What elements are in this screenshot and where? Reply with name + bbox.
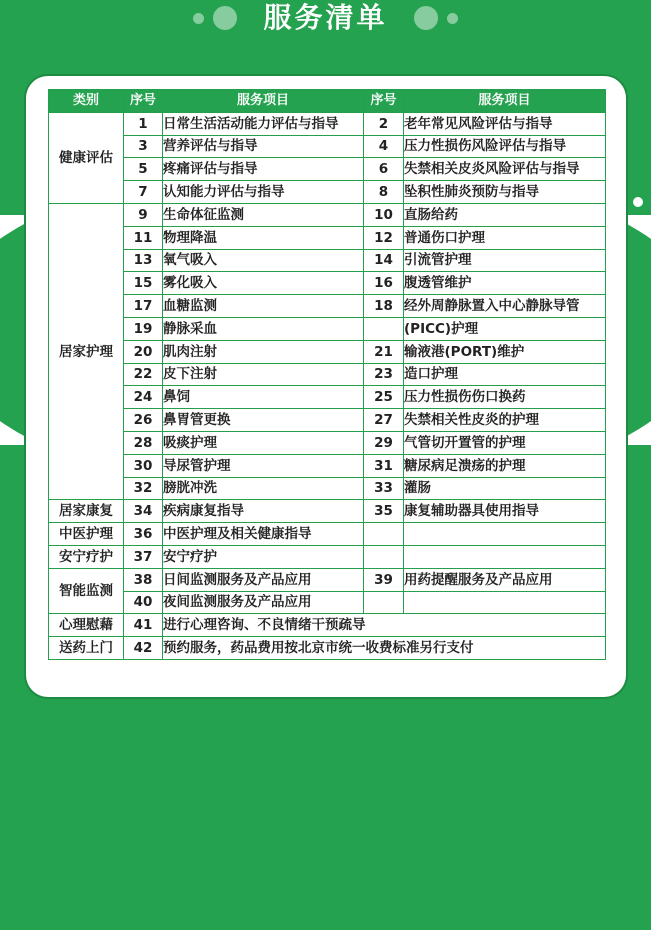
table-row <box>49 249 606 272</box>
table-row <box>49 135 606 158</box>
table-row <box>49 317 606 340</box>
number-cell <box>364 317 404 340</box>
item-cell: 中医护理及相关健康指导 <box>163 523 364 546</box>
number-cell: 26 <box>124 409 163 432</box>
number-cell: 35 <box>364 500 404 523</box>
item-cell: 造口护理 <box>404 363 606 386</box>
number-cell: 24 <box>124 386 163 409</box>
column-header-number: 序号 <box>364 90 404 113</box>
number-cell: 4 <box>364 135 404 158</box>
number-cell: 33 <box>364 477 404 500</box>
item-cell: 肌肉注射 <box>163 340 364 363</box>
number-cell: 17 <box>124 295 163 318</box>
item-cell: 失禁相关皮炎风险评估与指导 <box>404 158 606 181</box>
item-cell: 引流管护理 <box>404 249 606 272</box>
table-row <box>49 363 606 386</box>
table-row <box>49 295 606 318</box>
number-cell: 32 <box>124 477 163 500</box>
table-row <box>49 272 606 295</box>
item-cell: 鼻胃管更换 <box>163 409 364 432</box>
table-row <box>49 591 606 614</box>
number-cell <box>364 523 404 546</box>
item-cell: 坠积性肺炎预防与指导 <box>404 181 606 204</box>
table-row <box>49 454 606 477</box>
item-cell: 经外周静脉置入中心静脉导管 <box>404 295 606 318</box>
number-cell: 38 <box>124 568 163 591</box>
table-row <box>49 409 606 432</box>
number-cell: 19 <box>124 317 163 340</box>
decorative-dot <box>414 6 438 30</box>
number-cell: 8 <box>364 181 404 204</box>
number-cell: 6 <box>364 158 404 181</box>
decorative-dot <box>447 13 458 24</box>
table-row <box>49 637 606 660</box>
number-cell: 18 <box>364 295 404 318</box>
number-cell: 23 <box>364 363 404 386</box>
item-cell: 直肠给药 <box>404 203 606 226</box>
item-cell: 灌肠 <box>404 477 606 500</box>
item-cell <box>404 591 606 614</box>
item-cell: 静脉采血 <box>163 317 364 340</box>
number-cell: 11 <box>124 226 163 249</box>
item-cell: 氧气吸入 <box>163 249 364 272</box>
service-list-card <box>26 76 626 697</box>
number-cell: 2 <box>364 112 404 135</box>
number-cell: 7 <box>124 181 163 204</box>
number-cell: 5 <box>124 158 163 181</box>
decorative-dot <box>193 13 204 24</box>
table-header-row <box>49 90 606 113</box>
number-cell: 9 <box>124 203 163 226</box>
item-cell: 吸痰护理 <box>163 431 364 454</box>
item-cell: 糖尿病足溃疡的护理 <box>404 454 606 477</box>
item-cell: 认知能力评估与指导 <box>163 181 364 204</box>
number-cell: 10 <box>364 203 404 226</box>
item-cell: 康复辅助器具使用指导 <box>404 500 606 523</box>
table-row <box>49 203 606 226</box>
item-cell: 雾化吸入 <box>163 272 364 295</box>
number-cell: 16 <box>364 272 404 295</box>
table-row <box>49 112 606 135</box>
number-cell: 39 <box>364 568 404 591</box>
item-cell: 疾病康复指导 <box>163 500 364 523</box>
item-cell: 预约服务，药品费用按北京市统一收费标准另行支付 <box>163 637 606 660</box>
item-cell: 日间监测服务及产品应用 <box>163 568 364 591</box>
service-table <box>48 89 606 660</box>
number-cell: 25 <box>364 386 404 409</box>
item-cell: 进行心理咨询、不良情绪干预疏导 <box>163 614 606 637</box>
page-header <box>0 0 651 36</box>
number-cell: 41 <box>124 614 163 637</box>
item-cell: 压力性损伤伤口换药 <box>404 386 606 409</box>
number-cell: 40 <box>124 591 163 614</box>
column-header-item: 服务项目 <box>163 90 364 113</box>
column-header-number: 序号 <box>124 90 163 113</box>
item-cell: 生命体征监测 <box>163 203 364 226</box>
item-cell: 气管切开置管的护理 <box>404 431 606 454</box>
category-cell: 安宁疗护 <box>49 545 124 568</box>
number-cell: 30 <box>124 454 163 477</box>
item-cell: 物理降温 <box>163 226 364 249</box>
number-cell: 37 <box>124 545 163 568</box>
table-row <box>49 340 606 363</box>
item-cell: 导尿管护理 <box>163 454 364 477</box>
table-row <box>49 568 606 591</box>
item-cell: (PICC)护理 <box>404 317 606 340</box>
number-cell <box>364 591 404 614</box>
number-cell: 36 <box>124 523 163 546</box>
category-cell: 居家康复 <box>49 500 124 523</box>
item-cell: 鼻饲 <box>163 386 364 409</box>
table-row <box>49 158 606 181</box>
number-cell: 28 <box>124 431 163 454</box>
item-cell: 普通伤口护理 <box>404 226 606 249</box>
number-cell: 14 <box>364 249 404 272</box>
table-row <box>49 500 606 523</box>
number-cell: 3 <box>124 135 163 158</box>
number-cell: 1 <box>124 112 163 135</box>
table-row <box>49 614 606 637</box>
number-cell: 31 <box>364 454 404 477</box>
number-cell: 12 <box>364 226 404 249</box>
decorative-dot <box>633 197 643 207</box>
table-row <box>49 523 606 546</box>
item-cell: 膀胱冲洗 <box>163 477 364 500</box>
item-cell: 输液港(PORT)维护 <box>404 340 606 363</box>
table-row <box>49 226 606 249</box>
category-cell: 送药上门 <box>49 637 124 660</box>
number-cell: 20 <box>124 340 163 363</box>
number-cell: 34 <box>124 500 163 523</box>
item-cell: 老年常见风险评估与指导 <box>404 112 606 135</box>
table-row <box>49 477 606 500</box>
category-cell: 智能监测 <box>49 568 124 614</box>
number-cell <box>364 545 404 568</box>
item-cell: 皮下注射 <box>163 363 364 386</box>
item-cell: 压力性损伤风险评估与指导 <box>404 135 606 158</box>
number-cell: 29 <box>364 431 404 454</box>
number-cell: 22 <box>124 363 163 386</box>
item-cell: 营养评估与指导 <box>163 135 364 158</box>
table-row <box>49 431 606 454</box>
item-cell <box>404 545 606 568</box>
category-cell: 心理慰藉 <box>49 614 124 637</box>
table-row <box>49 181 606 204</box>
table-row <box>49 386 606 409</box>
item-cell: 夜间监测服务及产品应用 <box>163 591 364 614</box>
item-cell: 失禁相关性皮炎的护理 <box>404 409 606 432</box>
table-row <box>49 545 606 568</box>
decorative-dot <box>213 6 237 30</box>
category-cell: 健康评估 <box>49 112 124 203</box>
item-cell: 血糖监测 <box>163 295 364 318</box>
number-cell: 21 <box>364 340 404 363</box>
item-cell: 疼痛评估与指导 <box>163 158 364 181</box>
page-title: 服务清单 <box>263 1 388 34</box>
category-cell: 中医护理 <box>49 523 124 546</box>
item-cell: 用药提醒服务及产品应用 <box>404 568 606 591</box>
item-cell <box>404 523 606 546</box>
column-header-item: 服务项目 <box>404 90 606 113</box>
item-cell: 腹透管维护 <box>404 272 606 295</box>
number-cell: 27 <box>364 409 404 432</box>
item-cell: 日常生活活动能力评估与指导 <box>163 112 364 135</box>
column-header-category: 类别 <box>49 90 124 113</box>
category-cell: 居家护理 <box>49 203 124 499</box>
number-cell: 42 <box>124 637 163 660</box>
number-cell: 15 <box>124 272 163 295</box>
number-cell: 13 <box>124 249 163 272</box>
item-cell: 安宁疗护 <box>163 545 364 568</box>
